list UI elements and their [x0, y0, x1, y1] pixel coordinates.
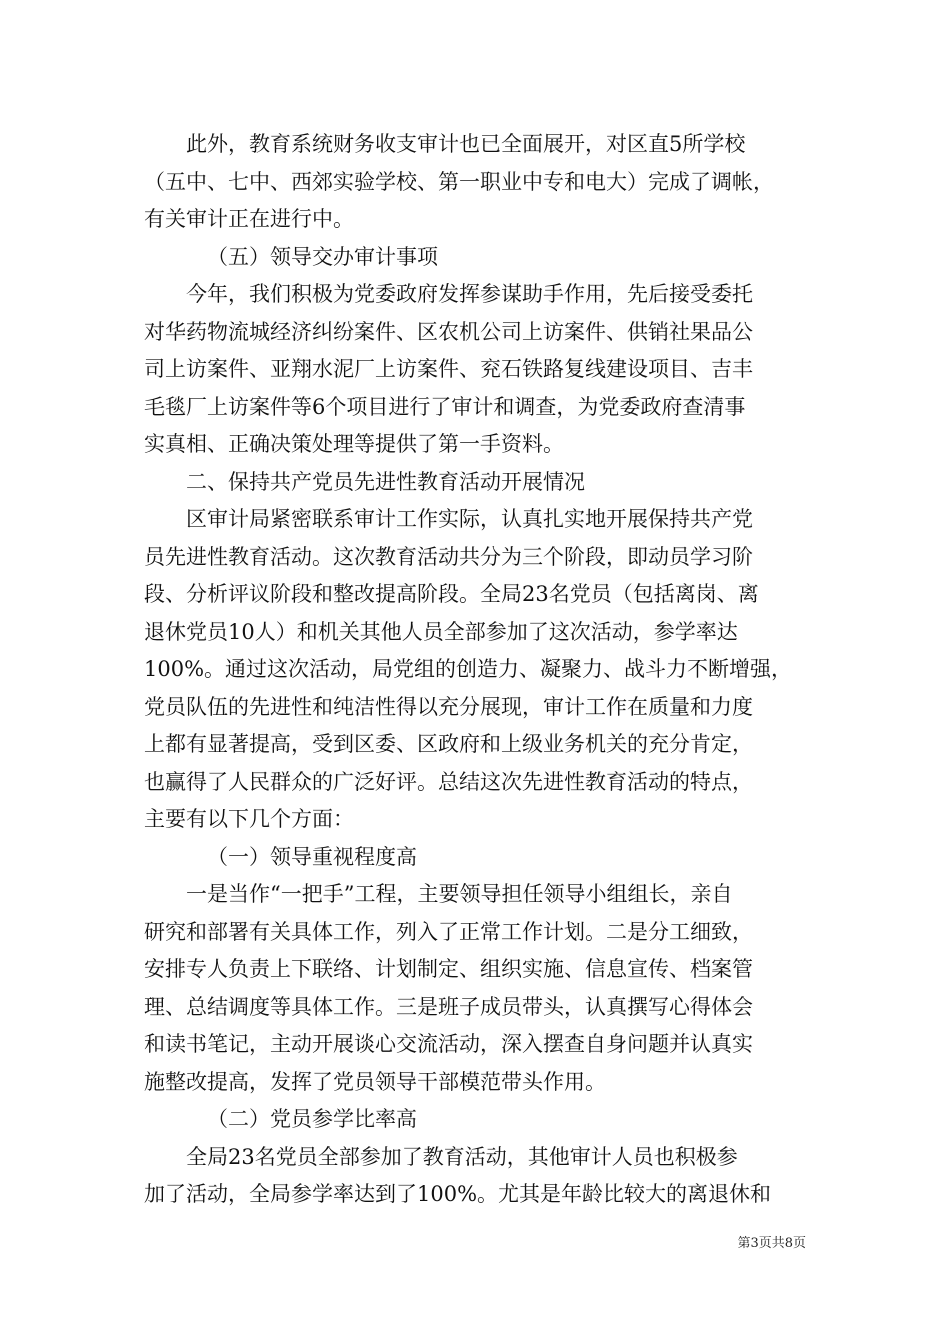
text-line: 理、总结调度等具体工作。三是班子成员带头，认真撰写心得体会	[144, 994, 753, 1019]
document-body	[144, 126, 824, 1214]
text-line: 主要有以下几个方面：	[144, 807, 354, 831]
text-line: 上都有显著提高，受到区委、区政府和上级业务机关的充分肯定，	[144, 732, 753, 756]
section-heading: （一）领导重视程度高	[207, 844, 417, 869]
text-line: 段、分析评议阶段和整改提高阶段。全局23名党员（包括离岗、离	[144, 582, 759, 606]
text-line: 此外，教育系统财务收支审计也已全面展开，对区直5所学校	[186, 132, 746, 156]
text-line: 施整改提高，发挥了党员领导干部模范带头作用。	[144, 1069, 606, 1094]
text-line: 研究和部署有关具体工作，列入了正常工作计划。二是分工细致，	[144, 919, 753, 944]
text-line: 加了活动，全局参学率达到了100%。尤其是年龄比较大的离退休和	[144, 1182, 772, 1206]
section-heading: 二、保持共产党员先进性教育活动开展情况	[186, 469, 585, 494]
section-heading: （五）领导交办审计事项	[207, 244, 438, 269]
text-line: 对华药物流城经济纠纷案件、区农机公司上访案件、供销社果品公	[144, 319, 753, 344]
section-heading: （二）党员参学比率高	[207, 1107, 417, 1131]
text-line: 安排专人负责上下联络、计划制定、组织实施、信息宣传、档案管	[144, 957, 753, 981]
text-line: 和读书笔记，主动开展谈心交流活动，深入摆查自身问题并认真实	[144, 1032, 753, 1056]
text-line: 退休党员10人）和机关其他人员全部参加了这次活动，参学率达	[144, 619, 738, 644]
text-line: 党员队伍的先进性和纯洁性得以充分展现，审计工作在质量和力度	[144, 694, 753, 719]
text-line: 也赢得了人民群众的广泛好评。总结这次先进性教育活动的特点，	[144, 769, 753, 794]
text-line: 全局23名党员全部参加了教育活动，其他审计人员也积极参	[186, 1144, 738, 1169]
text-line: 一是当作“一把手”工程，主要领导担任领导小组组长，亲自	[186, 882, 733, 906]
text-line: 今年，我们积极为党委政府发挥参谋助手作用，先后接受委托	[186, 282, 753, 306]
text-line: 员先进性教育活动。这次教育活动共分为三个阶段，即动员学习阶	[144, 544, 753, 569]
text-line: 实真相、正确决策处理等提供了第一手资料。	[144, 432, 564, 456]
text-line: 司上访案件、亚翔水泥厂上访案件、兖石铁路复线建设项目、吉丰	[144, 357, 753, 381]
text-line: 毛毯厂上访案件等6个项目进行了审计和调查，为党委政府查清事	[144, 394, 746, 419]
text-line: 100%。通过这次活动，局党组的创造力、凝聚力、战斗力不断增强，	[144, 657, 793, 681]
text-line: （五中、七中、西郊实验学校、第一职业中专和电大）完成了调帐，	[144, 169, 774, 194]
page-number: 第3页共8页	[737, 1236, 806, 1251]
text-line: 区审计局紧密联系审计工作实际，认真扎实地开展保持共产党	[186, 507, 753, 531]
text-line: 有关审计正在进行中。	[144, 207, 354, 231]
